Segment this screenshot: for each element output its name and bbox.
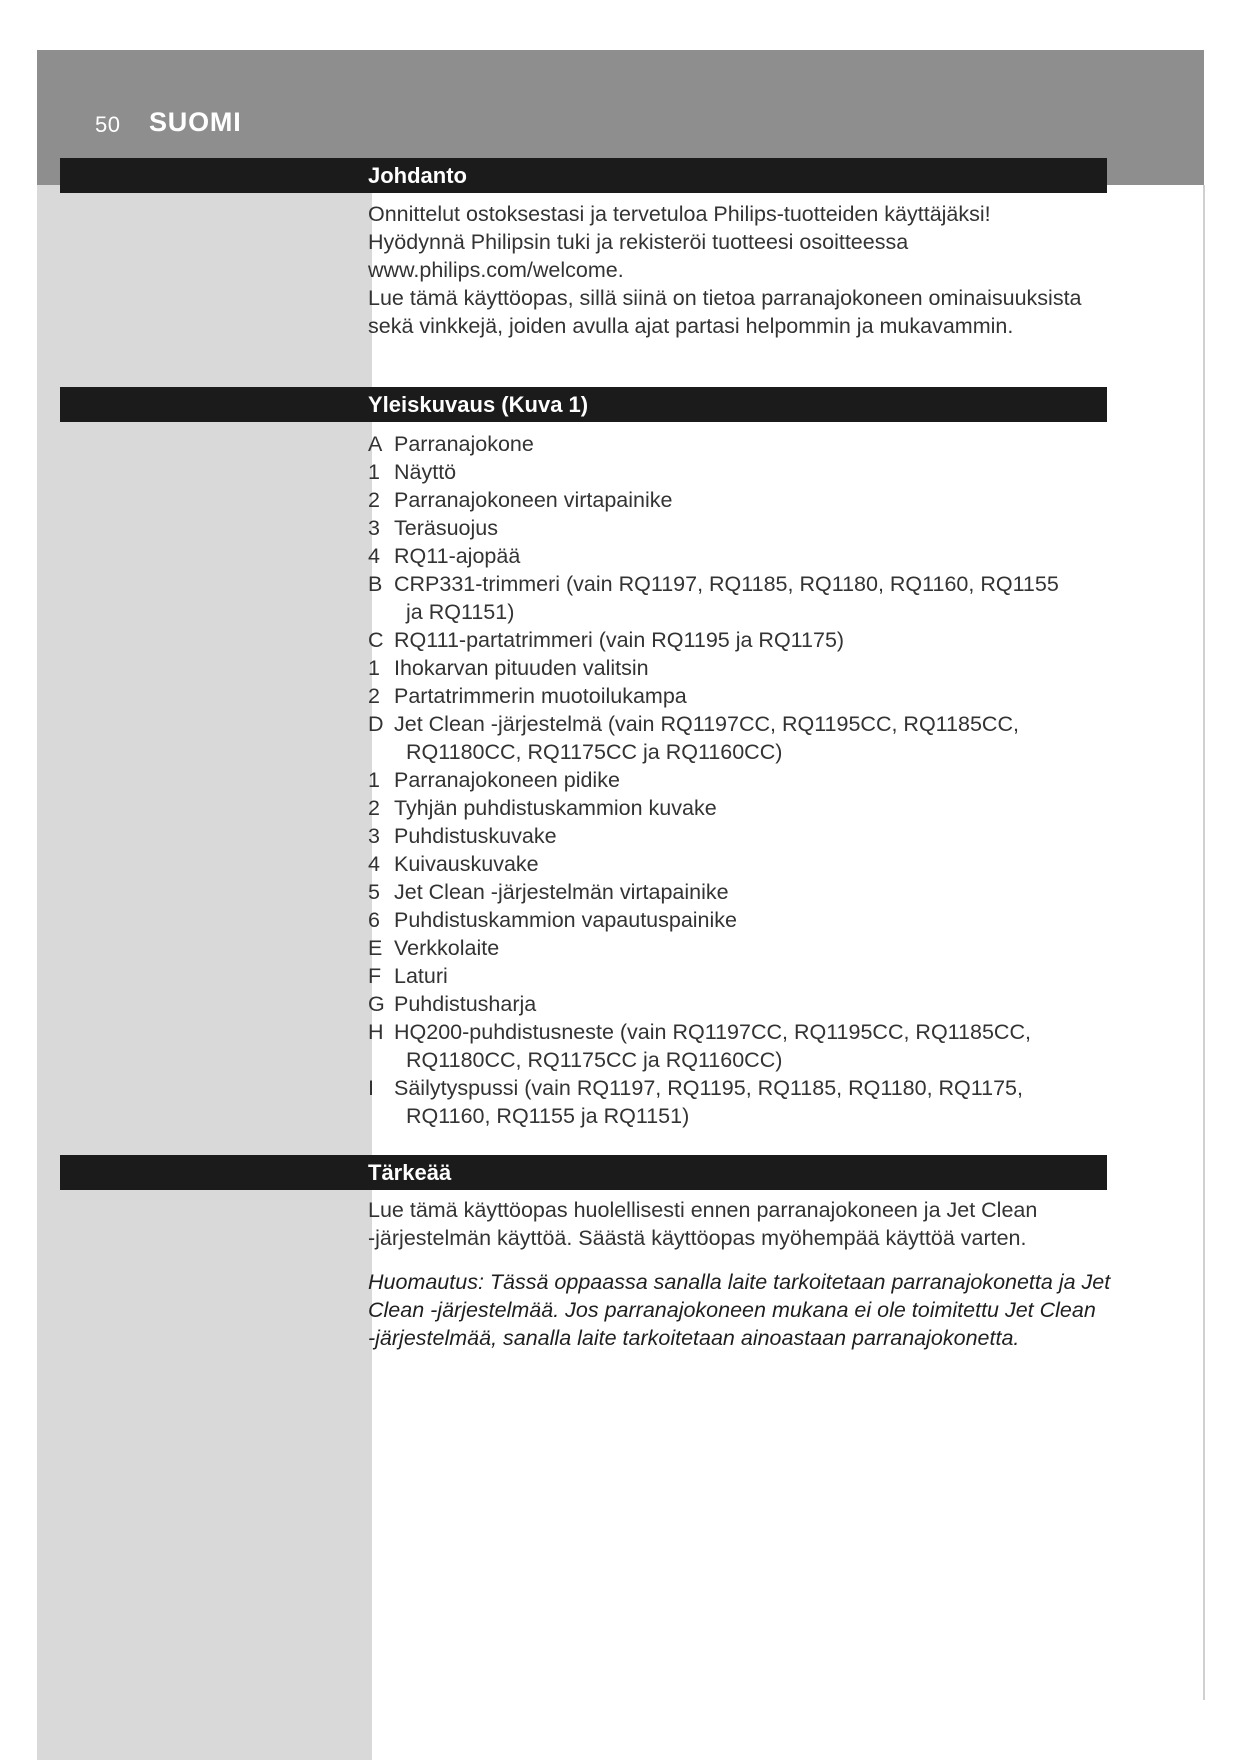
note-text — [368, 1268, 1148, 1352]
item-text: Laturi — [394, 964, 448, 988]
parts-list-item — [368, 710, 1148, 766]
item-text: CRP331-trimmeri (vain RQ1197, RQ1185, RQ1180, RQ1160, RQ1155 — [394, 572, 1059, 596]
section-bar-important — [60, 1155, 1107, 1190]
item-key: 2 — [368, 684, 380, 708]
item-text: Puhdistuskuvake — [394, 824, 557, 848]
item-key: I — [368, 1076, 374, 1100]
item-text: RQ11-ajopää — [394, 544, 521, 568]
parts-list-item — [368, 654, 1148, 682]
parts-list — [368, 430, 1148, 1130]
parts-list-item — [368, 1018, 1148, 1074]
item-key: 2 — [368, 796, 380, 820]
item-text: Puhdistuskammion vapautuspainike — [394, 908, 738, 932]
item-continuation: RQ1180CC, RQ1175CC ja RQ1160CC) — [406, 1048, 783, 1072]
item-text: RQ111-partatrimmeri (vain RQ1195 ja RQ1175) — [394, 628, 845, 652]
section-bar-intro — [60, 158, 1107, 193]
intro-line: Onnittelut ostoksestasi ja tervetuloa Philips-tuotteiden käyttäjäksi! — [368, 202, 991, 226]
item-key: H — [368, 1020, 384, 1044]
item-key: 1 — [368, 656, 380, 680]
note-line: Clean -järjestelmää. Jos parranajokoneen mukana ei ole toimitettu Jet Clean — [368, 1298, 1096, 1322]
item-text: Puhdistusharja — [394, 992, 537, 1016]
parts-list-item — [368, 850, 1148, 878]
item-text: Jet Clean -järjestelmän virtapainike — [394, 880, 729, 904]
section-title-intro: Johdanto — [368, 163, 467, 188]
section-title-overview: Yleiskuvaus (Kuva 1) — [368, 392, 589, 417]
parts-list-item — [368, 794, 1148, 822]
item-text: HQ200-puhdistusneste (vain RQ1197CC, RQ1195CC, RQ1185CC, — [394, 1020, 1031, 1044]
parts-list-item — [368, 878, 1148, 906]
item-key: E — [368, 936, 383, 960]
item-key: 3 — [368, 824, 380, 848]
item-text: Näyttö — [394, 460, 457, 484]
item-text: Parranajokone — [394, 432, 534, 456]
item-key: 4 — [368, 852, 380, 876]
parts-list-item — [368, 934, 1148, 962]
item-text: Partatrimmerin muotoilukampa — [394, 684, 687, 708]
intro-line: Lue tämä käyttöopas, sillä siinä on tietoa parranajokoneen ominaisuuksista — [368, 286, 1082, 310]
parts-list-item — [368, 626, 1148, 654]
item-key: 6 — [368, 908, 380, 932]
important-line: Lue tämä käyttöopas huolellisesti ennen parranajokoneen ja Jet Clean — [368, 1198, 1038, 1222]
item-text: Säilytyspussi (vain RQ1197, RQ1195, RQ1185, RQ1180, RQ1175, — [394, 1076, 1023, 1100]
right-page-edge — [1203, 185, 1205, 1700]
item-text: Tyhjän puhdistuskammion kuvake — [394, 796, 717, 820]
parts-list-item — [368, 766, 1148, 794]
item-text: Kuivauskuvake — [394, 852, 539, 876]
item-key: 3 — [368, 516, 380, 540]
item-key: G — [368, 992, 385, 1016]
item-key: 4 — [368, 544, 380, 568]
parts-list-item — [368, 906, 1148, 934]
parts-list-item — [368, 514, 1148, 542]
item-continuation: ja RQ1151) — [406, 600, 515, 624]
item-continuation: RQ1160, RQ1155 ja RQ1151) — [406, 1104, 690, 1128]
item-key: 5 — [368, 880, 380, 904]
item-key: B — [368, 572, 383, 596]
item-text: Parranajokoneen pidike — [394, 768, 620, 792]
parts-list-item — [368, 822, 1148, 850]
page-number: 50 — [95, 112, 121, 137]
item-key: D — [368, 712, 384, 736]
item-key: F — [368, 964, 382, 988]
parts-list-item — [368, 570, 1148, 626]
item-text: Teräsuojus — [394, 516, 498, 540]
item-key: C — [368, 628, 384, 652]
parts-list-item — [368, 962, 1148, 990]
note-line: -järjestelmää, sanalla laite tarkoitetaan ainoastaan parranajokonetta. — [368, 1326, 1020, 1350]
item-key: 1 — [368, 768, 380, 792]
note-line: Huomautus: Tässä oppaassa sanalla laite tarkoitetaan parranajokonetta ja Jet — [368, 1270, 1111, 1294]
item-text: Ihokarvan pituuden valitsin — [394, 656, 649, 680]
item-key: A — [368, 432, 383, 456]
intro-text — [368, 200, 1148, 340]
parts-list-item — [368, 682, 1148, 710]
parts-list-item — [368, 542, 1148, 570]
section-title-important: Tärkeää — [368, 1160, 452, 1185]
important-text — [368, 1196, 1148, 1252]
parts-list-item — [368, 458, 1148, 486]
item-text: Jet Clean -järjestelmä (vain RQ1197CC, RQ1195CC, RQ1185CC, — [394, 712, 1019, 736]
intro-line: sekä vinkkejä, joiden avulla ajat partasi helpommin ja mukavammin. — [368, 314, 1014, 338]
item-continuation: RQ1180CC, RQ1175CC ja RQ1160CC) — [406, 740, 783, 764]
item-text: Parranajokoneen virtapainike — [394, 488, 673, 512]
intro-line: www.philips.com/welcome. — [368, 258, 624, 282]
item-key: 1 — [368, 460, 380, 484]
parts-list-item — [368, 1074, 1148, 1130]
intro-line: Hyödynnä Philipsin tuki ja rekisteröi tuotteesi osoitteessa — [368, 230, 909, 254]
parts-list-item — [368, 430, 1148, 458]
item-key: 2 — [368, 488, 380, 512]
language-label: SUOMI — [149, 107, 242, 137]
important-line: -järjestelmän käyttöä. Säästä käyttöopas myöhempää käyttöä varten. — [368, 1226, 1027, 1250]
parts-list-item — [368, 990, 1148, 1018]
item-text: Verkkolaite — [394, 936, 500, 960]
parts-list-item — [368, 486, 1148, 514]
